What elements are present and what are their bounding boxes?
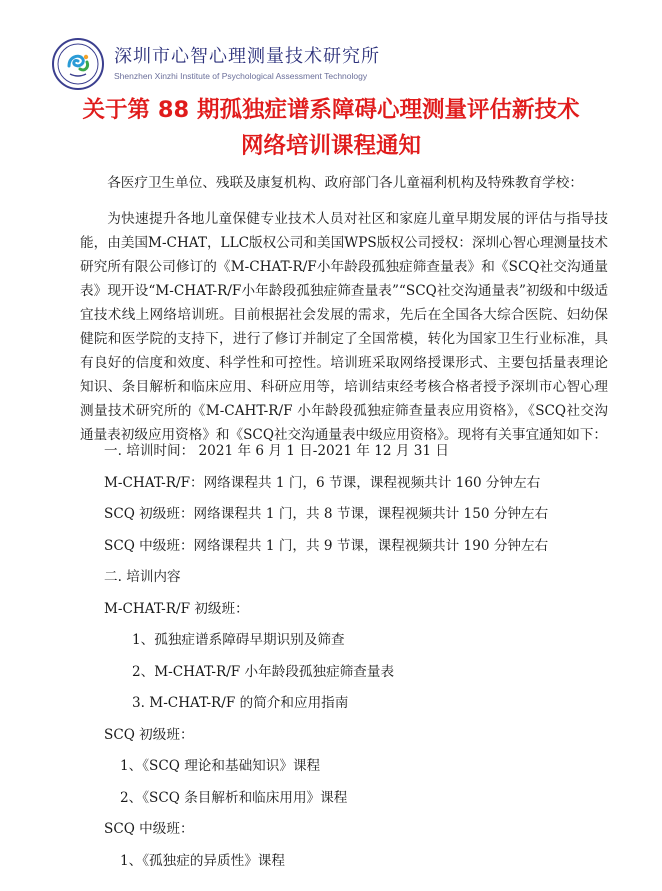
- notice-item: 3. M-CHAT-R/F 的简介和应用指南: [132, 695, 349, 711]
- notice-item: SCQ 中级班：网络课程共 1 门，共 9 节课，课程视频共计 190 分钟左右: [104, 537, 549, 554]
- notice-item: SCQ 初级班：网络课程共 1 门，共 8 节课，课程视频共计 150 分钟左右: [104, 506, 549, 522]
- notice-item: 一. 培训时间： 2021 年 6 月 1 日-2021 年 12 月 31 日: [104, 443, 449, 459]
- notice-item: M-CHAT-R/F 初级班：: [104, 600, 249, 617]
- notice-item: 1、孤独症谱系障碍早期识别及筛查: [132, 632, 345, 648]
- org-name-cn: 深圳市心智心理测量技术研究所: [114, 46, 380, 67]
- notice-items: [104, 436, 548, 877]
- logo-emblem-icon: [56, 42, 100, 86]
- intro-paragraph: 为快速提升各地儿童保健专业技术人员对社区和家庭儿童早期发展的评估与指导技能，由美国M-CHAT，LLC版权公司和美国WPS版权公司授权：深圳心智心理测量技术研究所有限公司修订的《M-CHAT-R/F小年龄段孤独症筛查量表》和《SCQ社交沟通量表》现开设“M-CHAT-R/F小年龄段孤独症筛查量表”“SCQ社交沟通量表”初级和中级适宜技术线上网络培训班。目前根据社会发展的需求，先后在全国各大综合医院、妇幼保健院和医学院的支持下，进行了修订并制定了全国常模，转化为国家卫生行业标准，具有良好的信度和效度、科学性和可控性。培训班采取网络授课形式、主要包括量表理论知识、条目解析和临床应用、科研应用等，培训结束经考核合格者授予深圳市心智心理测量技术研究所的《M-CAHT-R/F 小年龄段孤独症筛查量表应用资格》，《SCQ社交沟通量表初级应用资格》和《SCQ社交沟通量表中级应用资格》。现将有关事宜通知如下：: [80, 211, 608, 443]
- org-name-en: Shenzhen Xinzhi Institute of Psychological Assessment Technology: [114, 71, 368, 81]
- notice-item: 1、《SCQ 理论和基础知识》课程: [120, 758, 321, 774]
- notice-item: 1、《孤独症的异质性》课程: [120, 852, 285, 869]
- title-line-1: 关于第 88 期孤独症谱系障碍心理测量评估新技术: [82, 97, 580, 123]
- notice-body: [80, 171, 608, 447]
- title-line-2: 网络培训课程通知: [240, 133, 421, 159]
- salutation: 各医疗卫生单位、残联及康复机构、政府部门各儿童福利机构及特殊教育学校：: [107, 175, 583, 191]
- notice-item: 2、《SCQ 条目解析和临床用用》课程: [120, 789, 348, 806]
- notice-item: SCQ 中级班：: [104, 821, 194, 837]
- institute-logo: [52, 38, 104, 90]
- notice-item: M-CHAT-R/F：网络课程共 1 门，6 节课，课程视频共计 160 分钟左右: [104, 474, 541, 491]
- notice-item: 2、M-CHAT-R/F 小年龄段孤独症筛查量表: [132, 663, 395, 680]
- notice-item: SCQ 初级班：: [104, 726, 194, 743]
- notice-item: 二. 培训内容: [104, 569, 181, 585]
- notice-title: [40, 92, 622, 164]
- org-header: [52, 38, 380, 90]
